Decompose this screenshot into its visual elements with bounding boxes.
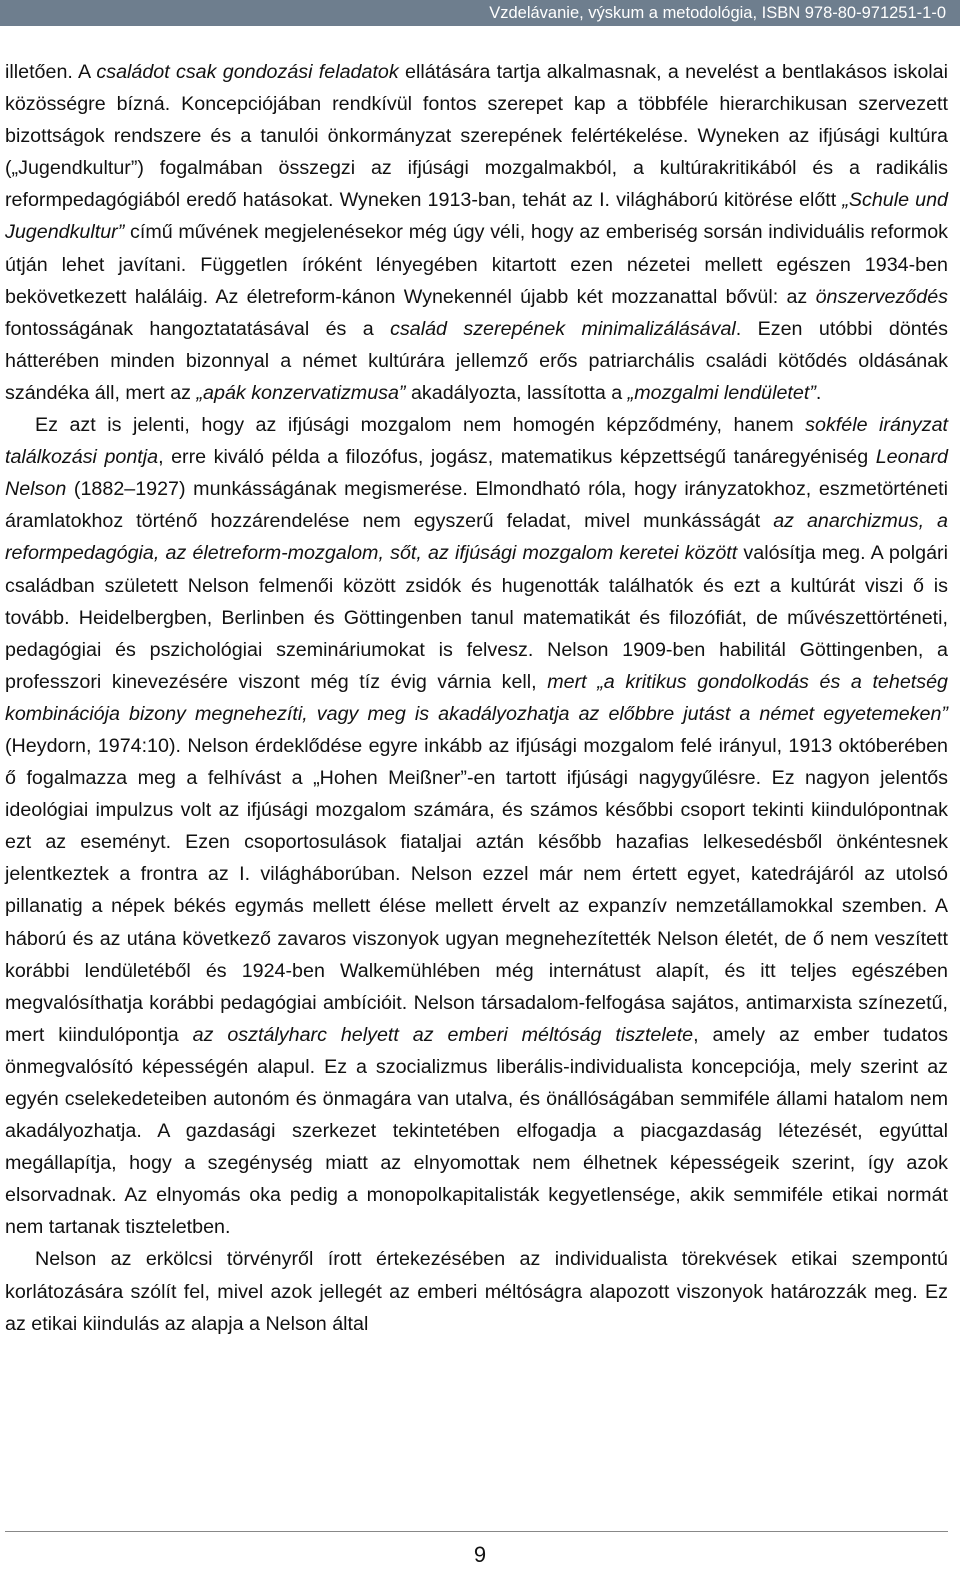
text-run: , erre kiváló példa a filozófus, jogász, matematikus képzettségű tanáregyéniség (158, 446, 876, 469)
text-run-italic: sokféle irányzat találkozási pontja (5, 414, 948, 469)
text-run-italic: családot csak gondozási feladatok (96, 61, 399, 83)
page-number: 9 (473, 1542, 487, 1567)
text-run: , amely az ember tudatos önmegvalósító képességén alapul. Ez a szocializmus liberális-individualista koncepciója, mely szerint az egyén cselekedeteiben autonóm és önmagára van utalva, és önállóságában semmiféle állami hatalom nem akadályozhatja. A gazdasági szerkezet tekintetében elfogadja a piacgazdaság létezését, egyúttal megállapítja, hogy a szegénység miatt az elnyomottak nem élhetnek képességeik szerint, így azok elsorvadnak. Az elnyomás oka pedig a monopolkapitalisták kegyetlensége, akik semmiféle etikai normát nem tartanak tiszteletben. (5, 1023, 948, 1239)
text-run: (1882–1927) munkásságának megismerése. Elmondható róla, hogy irányzatokhoz, eszmetörténeti áramlatokhoz történő hozzárendelése nem egyszerű feladat, mivel munkásságát (5, 478, 948, 533)
text-run: . Ezen utóbbi döntés hátterében minden bizonnyal a német kultúrára jellemző erős patriarchális családi kötődés oldásának szándéka áll, mert az (5, 317, 948, 404)
text-run-italic: „apák konzervatizmusa” (196, 381, 406, 404)
running-header (0, 0, 960, 26)
text-run: . (815, 381, 822, 404)
header-text: Vzdelávanie, výskum a metodológia, ISBN 978-80-971251-1-0 (489, 4, 946, 22)
text-run: ellátására tartja alkalmasnak, a nevelést a bentlakásos iskolai közösségre bízná. Koncepciójában rendkívül fontos szerepet kap a többféle hierarchikusan szervezett bizottságok rendszere és a tanulói önkormányzat szerepének felértékelése. Wyneken az ifjúsági kultúra („Jugendkultur”) fogalmában összegzi az ifjúsági mozgalmakból, a kultúrakritikából és a radikális reformpedagógiából eredő hatásokat. Wyneken 1913-ban, tehát az I. világháború kitörése előtt (5, 61, 948, 212)
text-run: (Heydorn, 1974:10). Nelson érdeklődése egyre inkább az ifjúsági mozgalom felé irányul, 1913 októberében ő fogalmazza meg a felhívást a „Hohen Meißner”-en tartott ifjúsági nagygyűlésre. Ez nagyon jelentős ideológiai impulzus volt az ifjúsági mozgalom számára, és számos későbbi csoport tekinti kiindulópontnak ezt az eseményt. Ezen csoportosulások fiataljai aztán később hazafias lelkesedésből önkéntesnek jelentkeztek a frontra az I. világháborúban. Nelson ezzel már nem értett egyet, katedrájáról az utolsó pillanatig a népek békés egymás mellett élése mellett érvelt az expanzív nemzetállamokkal szemben. A háború és az utána következő zavaros viszonyok ugyan megnehezítették Nelson életét, de ő nem veszített korábbi lendületéből és 1924-ben Walkemühlében még internátust alapít, és itt teljes egészében megvalósíthatja korábbi pedagógiai ambícióit. Nelson társadalom-felfogása sajátos, antimarxista színezetű, mert kiindulópontja (5, 734, 948, 1046)
text-run-italic: önszerveződés (815, 285, 948, 308)
paragraph-3 (5, 1243, 948, 1339)
document-body (5, 56, 948, 1340)
text-run-italic: Leonard Nelson (5, 446, 948, 501)
footer-divider (5, 1531, 948, 1532)
text-run-italic: az anarchizmus, a reformpedagógia, az életreform-mozgalom, sőt, az ifjúsági mozgalom keretei között (5, 510, 948, 565)
text-run-italic: „mozgalmi lendületet” (627, 381, 816, 404)
text-run-italic: mert „a kritikus gondolkodás és a tehetség kombinációja bizony megnehezíti, vagy meg is akadályozhatja az előbbre jutást a német egyetemeken” (5, 670, 948, 725)
text-run-italic: az osztályharc helyett az emberi méltóság tisztelete (192, 1023, 694, 1046)
text-run: Nelson az erkölcsi törvényről írott értekezésében az individualista törekvések etikai szempontú korlátozására szólít fel, mivel azok jellegét az emberi méltóságra alapozott viszonyok határozzák meg. Ez az etikai kiindulás az alapja a Nelson által (5, 1248, 948, 1335)
text-run: illetően. A (5, 61, 97, 83)
paragraph-1 (5, 56, 948, 409)
paragraph-2 (5, 409, 948, 1243)
text-run: fontosságának hangoztatatásával és a (5, 317, 391, 340)
text-run: című művének megjelenésekor még úgy véli, hogy az emberiség sorsán individuális reformok útján lehet javítani. Független íróként lényegében kitartott ezen nézetei mellett egészen 1934-ben bekövetkezett haláláig. Az életreform-kánon Wynekennél újabb két mozzanattal bővül: az (5, 221, 948, 308)
text-run: akadályozta, lassította a (405, 381, 628, 404)
text-run: Ez azt is jelenti, hogy az ifjúsági mozgalom nem homogén képződmény, hanem (35, 414, 806, 437)
text-run: valósítja meg. A polgári családban született Nelson felmenői között zsidók és hugenották találhatók és ezt a kultúrát viszi ő is tovább. Heidelbergben, Berlinben és Göttingenben tanul matematikát és filozófiát, de művészettörténeti, pedagógiai és pszichológiai szemináriumokat is felvesz. Nelson 1909-ben habilitál Göttingenben, a professzori kinevezésére viszont még tíz évig várnia kell, (5, 542, 948, 693)
text-run-italic: „Schule und Jugendkultur” (5, 189, 949, 244)
text-run-italic: család szerepének minimalizálásával (390, 317, 736, 340)
